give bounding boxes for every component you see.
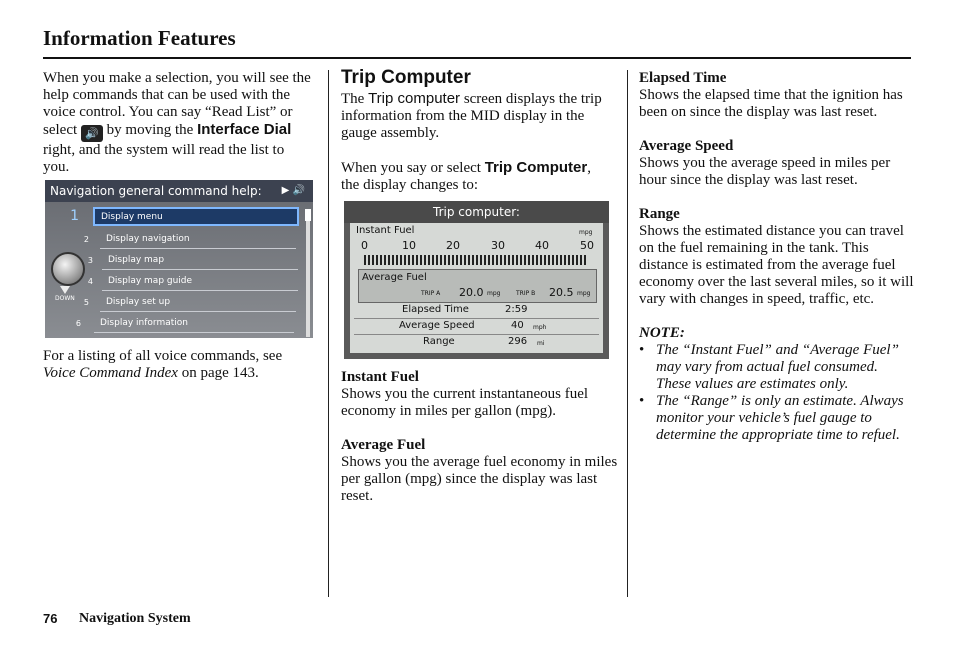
nav-item-number: 3 [87, 256, 93, 265]
nav-item-display-navigation[interactable] [100, 230, 296, 249]
instant-unit: mpg [579, 229, 593, 236]
nav-item-display-map[interactable] [102, 251, 298, 270]
nav-help-screen [45, 180, 313, 338]
down-label: DOWN [55, 295, 75, 302]
scrollbar-thumb[interactable] [305, 209, 311, 221]
instant-fuel-body: Shows you the current instantaneous fuel economy in miles per gallon (mpg). [341, 386, 589, 419]
instant-fuel-bargraph [364, 255, 588, 265]
commands-text-b: on page 143. [181, 365, 259, 381]
trip-a-label: TRIP A [421, 290, 441, 297]
nav-help-header-text: Navigation general command help: [50, 184, 262, 198]
average-fuel-body: Shows you the average fuel economy in miles per gallon (mpg) since the display was last reset. [341, 454, 618, 504]
average-speed-unit: mph [533, 324, 547, 331]
range-value: 296 [508, 336, 528, 347]
title-rule [43, 57, 911, 59]
elapsed-time-value: 2:59 [505, 304, 528, 315]
trip-select-paragraph [341, 159, 613, 194]
trip-lcd [350, 223, 603, 353]
range-label: Range [423, 336, 455, 347]
elapsed-time-body: Shows the elapsed time that the ignition has been on since the display was last reset. [639, 87, 903, 120]
nav-help-header [45, 180, 313, 202]
nav-item-number: 2 [83, 235, 89, 244]
trip-intro-b: screen displays the trip information from the MID display in the gauge assembly. [341, 91, 602, 141]
interface-dial-term: Interface Dial [197, 121, 292, 138]
nav-item-label: Display information [100, 318, 188, 328]
commands-paragraph [43, 348, 313, 382]
scale-tick: 50 [580, 239, 594, 252]
footer-section: Navigation System [79, 611, 191, 626]
interface-dial-icon [51, 252, 85, 286]
range-title: Range [639, 206, 680, 222]
nav-item-display-information[interactable] [94, 314, 294, 333]
nav-item-number: 6 [75, 319, 81, 328]
nav-item-display-map-guide[interactable] [102, 272, 298, 291]
instant-fuel-title: Instant Fuel [341, 369, 419, 385]
page-number: 76 [43, 611, 58, 626]
average-speed-body: Shows you the average speed in miles per hour since the display was last reset. [639, 155, 891, 188]
page-title: Information Features [43, 26, 236, 50]
scrollbar-track[interactable] [306, 209, 310, 337]
voice-command-index-ref: Voice Command Index [43, 365, 178, 381]
average-fuel-title: Average Fuel [341, 437, 426, 453]
trip-computer-term: Trip computer [368, 90, 461, 107]
column-1 [43, 70, 313, 176]
nav-item-number: 1 [70, 208, 79, 224]
average-fuel-box [358, 269, 597, 303]
trip-a-unit: mpg [487, 290, 501, 297]
scale-tick: 30 [491, 239, 505, 252]
scale-tick: 20 [446, 239, 460, 252]
nav-item-number: 5 [83, 298, 89, 307]
scale-tick: 40 [535, 239, 549, 252]
elapsed-time-label: Elapsed Time [402, 304, 469, 315]
fuel-descriptions [341, 369, 619, 505]
range-body: Shows the estimated distance you can travel on the fuel remaining in the tank. This distance is estimated from the average fuel economy over the last several miles, so it will vary with changes in speed, traffic, etc. [639, 223, 914, 307]
note-item: • The “Instant Fuel” and “Average Fuel” may vary from actual fuel consumed. These values are estimates only. [639, 342, 915, 393]
trip-b-label: TRIP B [516, 290, 536, 297]
trip-computer-command: Trip Computer [484, 159, 588, 176]
average-speed-label: Average Speed [399, 320, 475, 331]
nav-item-label: Display menu [101, 212, 163, 222]
trip-select-b: , the display changes to: [341, 160, 591, 193]
intro-text-c: right, and the system will read the list to you. [43, 142, 285, 175]
note-item: • The “Range” is only an estimate. Always monitor your vehicle’s fuel gauge to determine the appropriate time to refuel. [639, 393, 915, 444]
trip-select-a: When you say or select [341, 160, 481, 176]
trip-b-unit: mpg [577, 290, 591, 297]
instant-fuel-label: Instant Fuel [356, 225, 415, 236]
column-3 [639, 70, 915, 444]
trip-b-value: 20.5 [549, 286, 574, 299]
note-title: NOTE: [639, 325, 685, 341]
scale-tick: 10 [402, 239, 416, 252]
lcd-divider [354, 334, 599, 335]
nav-item-label: Display set up [106, 297, 171, 307]
speaker-icon: 🔊 [81, 125, 103, 142]
trip-screen-header: Trip computer: [344, 201, 609, 223]
intro-text-b: by moving the [106, 122, 194, 138]
notes-list [639, 342, 915, 444]
trip-intro-paragraph [341, 90, 613, 142]
column-divider-2 [627, 70, 628, 597]
nav-item-label: Display map guide [108, 276, 193, 286]
average-speed-value: 40 [511, 320, 524, 331]
nav-item-number: 4 [87, 277, 93, 286]
commands-text-a: For a listing of all voice commands, see [43, 348, 283, 364]
scale-tick: 0 [361, 239, 368, 252]
range-unit: mi [537, 340, 545, 347]
intro-text-a: When you make a selection, you will see the help commands that can be used with the voice control. You can say “Read List” or select [43, 70, 311, 138]
average-speed-title: Average Speed [639, 138, 734, 154]
trip-computer-heading: Trip Computer [341, 67, 471, 88]
elapsed-time-title: Elapsed Time [639, 70, 727, 86]
column-divider-1 [328, 70, 329, 597]
nav-item-label: Display navigation [106, 234, 190, 244]
trip-a-value: 20.0 [459, 286, 484, 299]
trip-computer-screen [344, 201, 609, 359]
lcd-divider [354, 318, 599, 319]
nav-item-label: Display map [108, 255, 165, 265]
trip-intro-a: The [341, 91, 365, 107]
nav-item-display-set-up[interactable] [100, 293, 296, 312]
nav-item-display-menu[interactable] [93, 207, 299, 226]
column-2 [341, 68, 613, 194]
intro-paragraph [43, 70, 313, 176]
down-arrow-icon [60, 286, 70, 294]
average-fuel-label: Average Fuel [362, 272, 427, 283]
play-speaker-icon: ▶ 🔊 [281, 185, 305, 196]
